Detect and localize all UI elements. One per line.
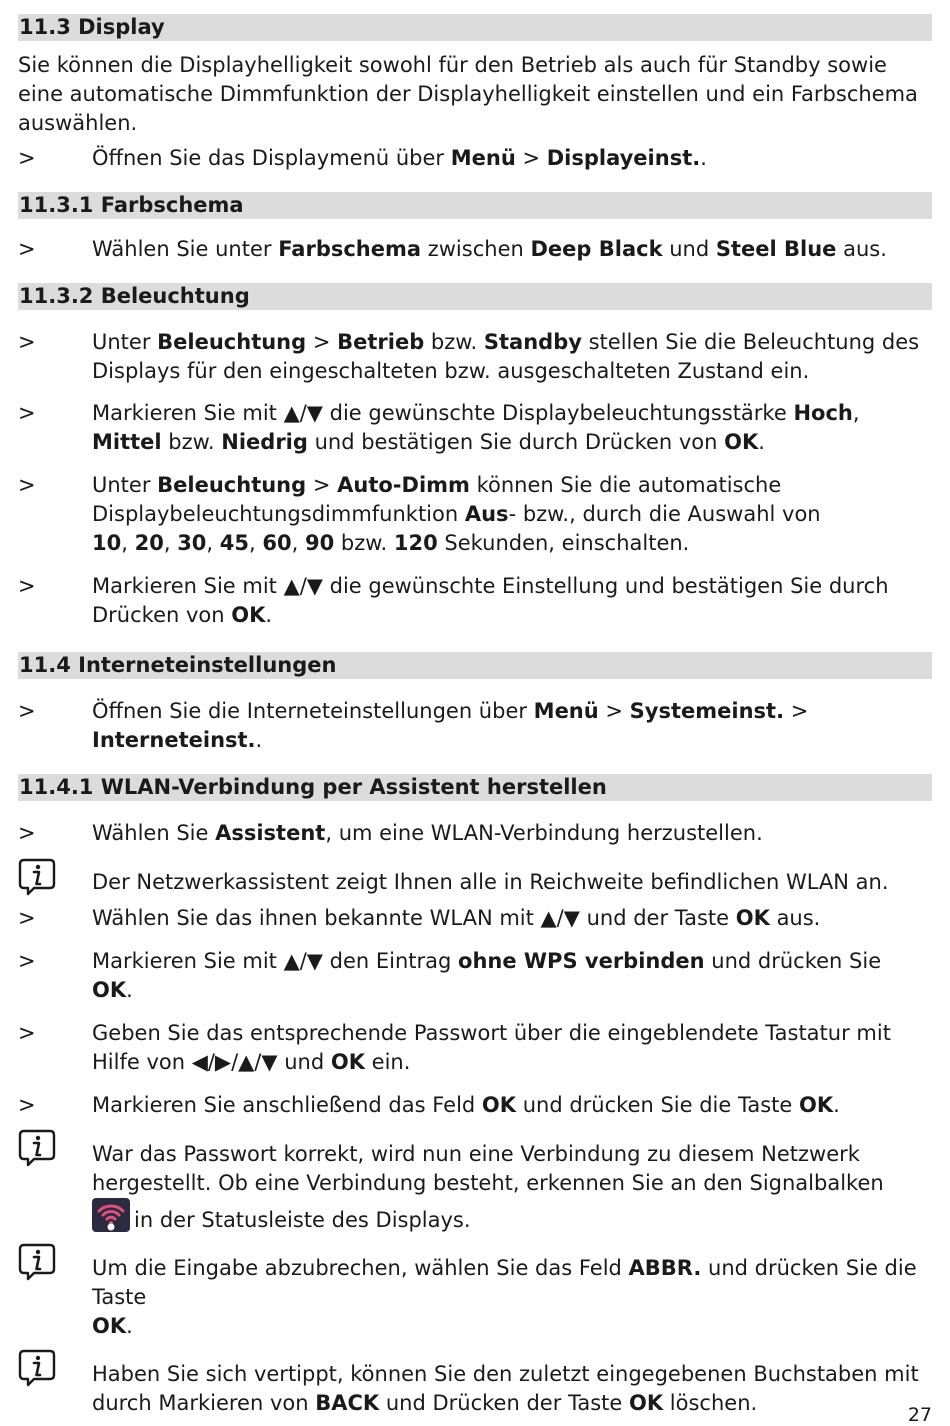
- section-heading-internet: 11.4 Interneteinstellungen: [18, 652, 932, 679]
- display-intro: Sie können die Displayhelligkeit sowohl für den Betrieb als auch für Standby sowie eine automatische Dimmfunktion der Displayhelligkeit einstellen und ein Farbschema auswählen.: [18, 53, 918, 135]
- step-backlight-mode: > Unter Beleuchtung > Betrieb bzw. Standby stellen Sie die Beleuchtung des Displays für den eingeschalteten bzw. ausgeschalteten Zustand ein.: [18, 330, 920, 383]
- manual-page: [18, 14, 932, 1418]
- info-note-correction: Haben Sie sich vertippt, können Sie den zuletzt eingegebenen Buchstaben mit durch Markieren von BACK und Drücken der Taste OK löschen.: [18, 1349, 932, 1418]
- step-select-color-scheme: > Wählen Sie unter Farbschema zwischen Deep Black und Steel Blue aus.: [18, 235, 932, 264]
- step-arrow: >: [18, 330, 36, 354]
- step-confirm-ok: > Markieren Sie anschließend das Feld OK und drücken Sie die Taste OK.: [18, 1091, 932, 1120]
- info-icon: [18, 858, 56, 896]
- section-heading-display: 11.3 Display: [18, 14, 932, 41]
- step-arrow: >: [18, 473, 36, 497]
- step-arrow: >: [18, 574, 36, 598]
- section-heading-wlan-assistent: 11.4.1 WLAN-Verbindung per Assistent herstellen: [18, 774, 932, 801]
- step-arrow: >: [18, 1093, 36, 1117]
- info-note-network-list: Der Netzwerkassistent zeigt Ihnen alle in Reichweite befindlichen WLAN an.: [18, 858, 932, 897]
- step-arrow: >: [18, 949, 36, 973]
- page-number: 27: [907, 1404, 932, 1426]
- step-auto-dimm: > Unter Beleuchtung > Auto-Dimm können Sie die automatische Displaybeleuchtungsdimmfunktion Aus- bzw., durch die Auswahl von 10, 20, 30, 45, 60, 90 bzw. 120 Sekunden, einschalten.: [18, 473, 821, 555]
- step-connect-without-wps: > Markieren Sie mit ▲/▼ den Eintrag ohne WPS verbinden und drücken Sie OK.: [18, 949, 882, 1002]
- step-arrow: >: [18, 401, 36, 425]
- step-arrow: >: [18, 237, 36, 261]
- step-arrow: >: [18, 906, 36, 930]
- info-note-cancel: Um die Eingabe abzubrechen, wählen Sie das Feld ABBR. und drücken Sie die Taste OK.: [18, 1243, 932, 1341]
- step-enter-password: > Geben Sie das entsprechende Passwort über die eingeblendete Tastatur mit Hilfe von ◀/▶/▲/▼ und OK ein.: [18, 1021, 891, 1074]
- step-select-wlan: > Wählen Sie das ihnen bekannte WLAN mit ▲/▼ und der Taste OK aus.: [18, 904, 932, 933]
- step-select-assistant: > Wählen Sie Assistent, um eine WLAN-Verbindung herzustellen.: [18, 819, 932, 848]
- step-open-display-menu: > Öffnen Sie das Displaymenü über Menü > Displayeinst..: [18, 144, 932, 173]
- step-confirm-setting: > Markieren Sie mit ▲/▼ die gewünschte Einstellung und bestätigen Sie durch Drücken von OK.: [18, 574, 889, 627]
- step-arrow: >: [18, 1021, 36, 1045]
- info-icon: [18, 1349, 56, 1387]
- wifi-signal-icon: [92, 1198, 130, 1232]
- step-open-internet-settings: > Öffnen Sie die Interneteinstellungen über Menü > Systemeinst. > Interneteinst..: [18, 699, 809, 752]
- step-arrow: >: [18, 821, 36, 845]
- info-note-connection: War das Passwort korrekt, wird nun eine Verbindung zu diesem Netzwerk hergestellt. Ob eine Verbindung besteht, erkennen Sie an den Signalbalken in der Statusleiste des Displays.: [18, 1129, 932, 1235]
- info-icon: [18, 1243, 56, 1281]
- step-backlight-level: > Markieren Sie mit ▲/▼ die gewünschte Displaybeleuchtungsstärke Hoch, Mittel bzw. Niedrig und bestätigen Sie durch Drücken von OK.: [18, 401, 860, 454]
- step-arrow: >: [18, 146, 36, 170]
- section-heading-farbschema: 11.3.1 Farbschema: [18, 192, 932, 219]
- info-icon: [18, 1129, 56, 1167]
- section-heading-beleuchtung: 11.3.2 Beleuchtung: [18, 283, 932, 310]
- step-arrow: >: [18, 699, 36, 723]
